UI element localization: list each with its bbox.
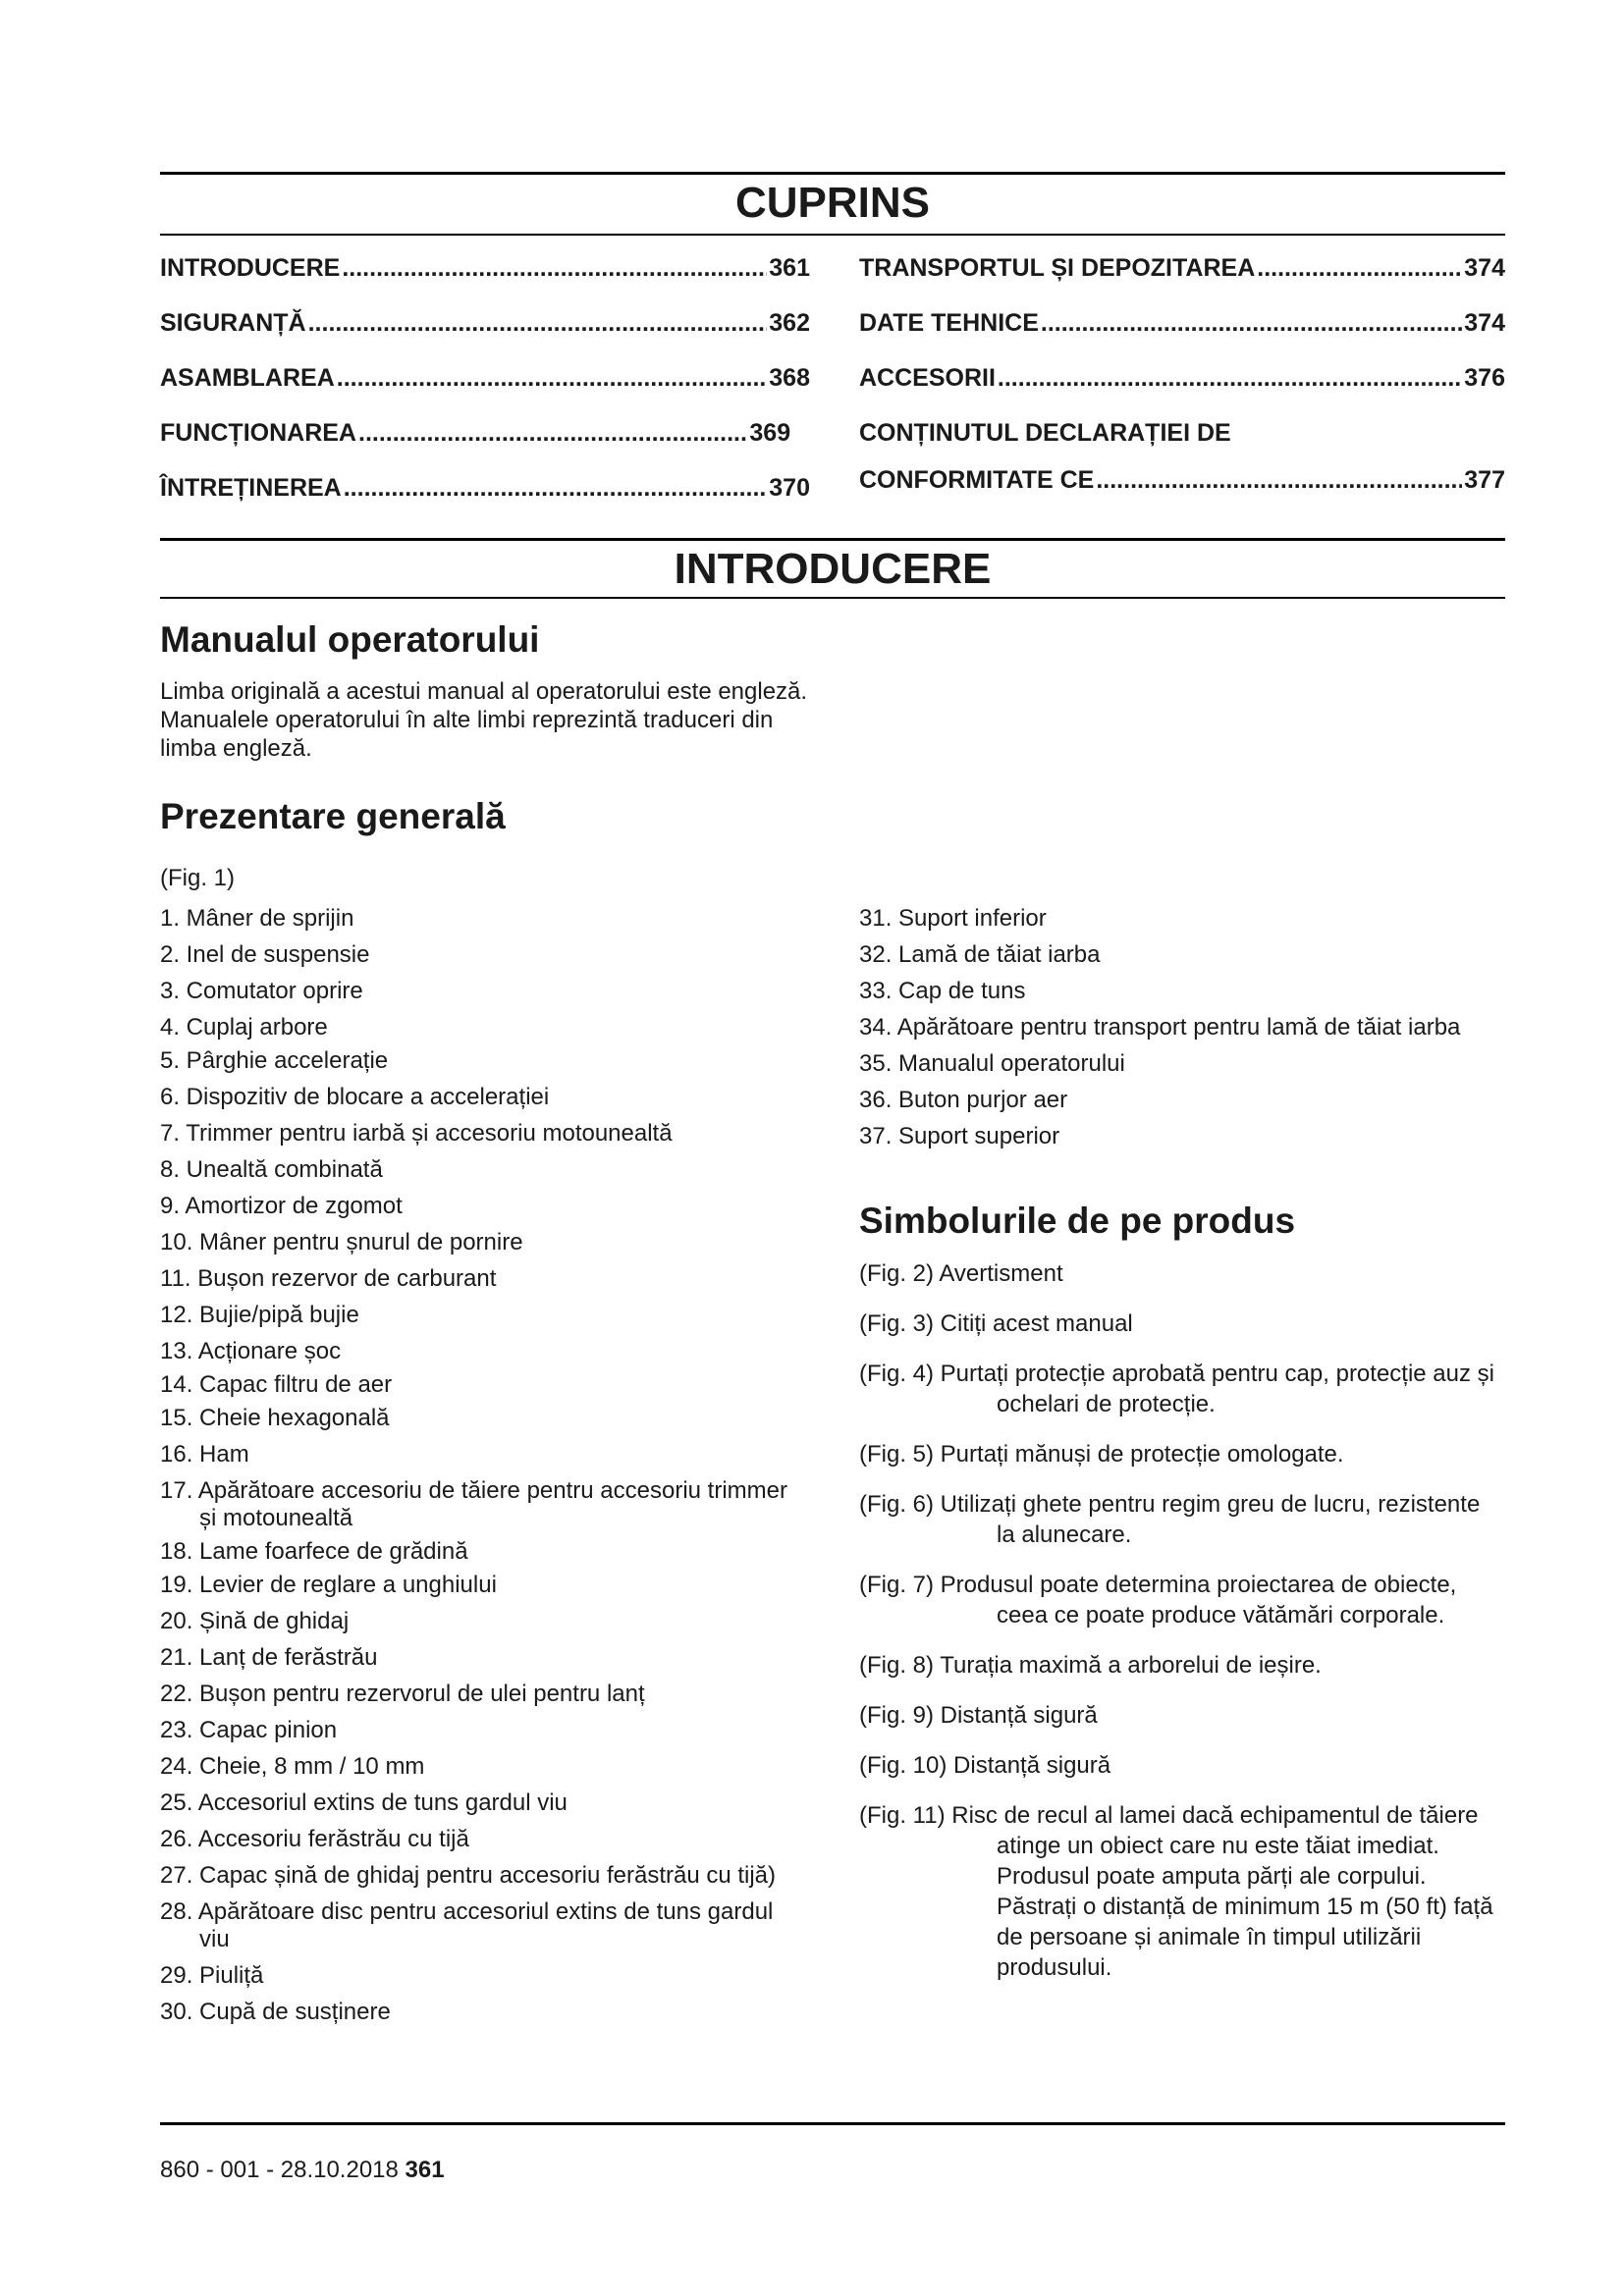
list-item: 31. Suport inferior xyxy=(859,905,1047,932)
list-item: 21. Lanț de ferăstrău xyxy=(160,1644,378,1671)
symbol-item: (Fig. 10) Distanță sigură xyxy=(859,1752,1111,1779)
list-item: 4. Cuplaj arbore xyxy=(160,1014,328,1041)
manual-text: Limba originală a acestui manual al operatorului este engleză. Manualele operatorului în alte limbi reprezintă traduceri din limba engleză. xyxy=(160,678,808,762)
symbol-item: (Fig. 3) Citiți acest manual xyxy=(859,1310,1133,1337)
list-item: 10. Mâner pentru șnurul de pornire xyxy=(160,1229,523,1255)
list-item: 27. Capac șină de ghidaj pentru accesoriu ferăstrău cu tijă) xyxy=(160,1862,777,1889)
top-rule xyxy=(160,172,1505,175)
footer-code: 860 - 001 - 28.10.2018 xyxy=(160,2157,399,2183)
parts-list-right xyxy=(859,905,1497,1150)
list-item: 9. Amortizor de zgomot xyxy=(160,1193,403,1219)
toc-entry-accesorii[interactable]: ACCESORII ..... 376 xyxy=(859,363,1505,393)
list-item: 19. Levier de reglare a unghiului xyxy=(160,1572,497,1598)
list-item: 13. Acționare șoc xyxy=(160,1338,342,1364)
intro-top-rule xyxy=(160,538,1505,541)
list-item: 34. Apărătoare pentru transport pentru lamă de tăiat iarba xyxy=(859,1014,1461,1041)
list-item: 12. Bujie/pipă bujie xyxy=(160,1302,359,1328)
list-item: 1. Mâner de sprijin xyxy=(160,905,354,932)
list-item: 24. Cheie, 8 mm / 10 mm xyxy=(160,1753,425,1780)
footer-rule xyxy=(160,2122,1505,2125)
list-item: 3. Comutator oprire xyxy=(160,978,363,1004)
toc-entry-introducere[interactable]: INTRODUCERE ..... 361 xyxy=(160,253,810,283)
list-item: 23. Capac pinion xyxy=(160,1717,338,1743)
toc-title-rule xyxy=(160,234,1505,236)
list-item: 14. Capac filtru de aer xyxy=(160,1371,393,1398)
symbol-item: (Fig. 2) Avertisment xyxy=(859,1260,1063,1287)
list-item: 17. Apărătoare accesoriu de tăiere pentru accesoriu trimmer și motounealtă xyxy=(160,1477,787,1531)
list-item: 11. Bușon rezervor de carburant xyxy=(160,1265,497,1292)
toc-declaratie-line1: CONȚINUTUL DECLARAȚIEI DE xyxy=(859,419,1231,447)
toc-entry-transportul[interactable]: TRANSPORTUL ȘI DEPOZITAREA ..... 374 xyxy=(859,253,1505,283)
symbol-item: (Fig. 4) Purtați protecție aprobată pentru cap, protecție auz și ochelari de protecție. xyxy=(859,1361,1495,1417)
page-number: 361 xyxy=(405,2157,445,2183)
list-item: 30. Cupă de susținere xyxy=(160,1999,391,2025)
overview-heading: Prezentare generală xyxy=(160,796,506,836)
symbol-item: (Fig. 8) Turația maximă a arborelui de ieșire. xyxy=(859,1652,1322,1679)
intro-title-rule xyxy=(160,597,1505,599)
toc-entry-siguranta[interactable]: SIGURANȚĂ ..... 362 xyxy=(160,308,810,338)
toc-entry-functionarea[interactable]: FUNCȚIONAREA ..... 369 xyxy=(160,418,790,448)
list-item: 15. Cheie hexagonală xyxy=(160,1405,390,1431)
list-item: 20. Șină de ghidaj xyxy=(160,1608,350,1634)
symbols-list xyxy=(859,1258,1497,1983)
list-item: 7. Trimmer pentru iarbă și accesoriu motounealtă xyxy=(160,1120,673,1147)
symbol-item: (Fig. 5) Purtați mănuși de protecție omologate. xyxy=(859,1441,1344,1468)
list-item: 22. Bușon pentru rezervorul de ulei pentru lanț xyxy=(160,1681,645,1707)
list-item: 35. Manualul operatorului xyxy=(859,1050,1125,1077)
symbol-item: (Fig. 11) Risc de recul al lamei dacă echipamentul de tăiere atinge un obiect care nu este tăiat imediat. Produsul poate amputa părți ale corpului. Păstrați o distanță de minimum 15 m (50 ft) față de persoane și animale în timpul utilizării produsului. xyxy=(859,1802,1493,1981)
list-item: 37. Suport superior xyxy=(859,1123,1060,1149)
toc-declaratie-line2: CONFORMITATE CE ..... 377 xyxy=(859,465,1505,495)
list-item: 2. Inel de suspensie xyxy=(160,941,370,968)
toc-entry-intretinerea[interactable]: ÎNTREȚINEREA ..... 370 xyxy=(160,473,810,503)
intro-title: INTRODUCERE xyxy=(674,545,992,593)
list-item: 5. Pârghie accelerație xyxy=(160,1047,389,1074)
list-item: 33. Cap de tuns xyxy=(859,978,1026,1004)
parts-list-left xyxy=(160,905,808,2026)
list-item: 26. Accesoriu ferăstrău cu tijă xyxy=(160,1826,469,1852)
toc-entry-declaratie[interactable] xyxy=(859,418,1505,495)
symbol-item: (Fig. 9) Distanță sigură xyxy=(859,1702,1098,1729)
list-item: 8. Unealtă combinată xyxy=(160,1156,383,1183)
list-item: 29. Piuliță xyxy=(160,1962,264,1989)
symbol-item: (Fig. 6) Utilizați ghete pentru regim greu de lucru, rezistente la alunecare. xyxy=(859,1491,1481,1548)
manual-heading: Manualul operatorului xyxy=(160,619,540,660)
symbol-item: (Fig. 7) Produsul poate determina proiectarea de obiecte, ceea ce poate produce vătămări corporale. xyxy=(859,1572,1457,1629)
list-item: 32. Lamă de tăiat iarba xyxy=(859,941,1101,968)
toc-title: CUPRINS xyxy=(734,179,931,227)
page-footer xyxy=(160,2156,445,2185)
list-item: 16. Ham xyxy=(160,1441,249,1468)
list-item: 6. Dispozitiv de blocare a accelerației xyxy=(160,1084,550,1110)
list-item: 28. Apărătoare disc pentru accesoriul extins de tuns gardul viu xyxy=(160,1898,774,1952)
fig-reference: (Fig. 1) xyxy=(160,865,236,891)
toc-entry-date-tehnice[interactable]: DATE TEHNICE ..... 374 xyxy=(859,308,1505,338)
list-item: 25. Accesoriul extins de tuns gardul viu xyxy=(160,1789,568,1816)
toc-entry-asamblarea[interactable]: ASAMBLAREA ..... 368 xyxy=(160,363,810,393)
list-item: 18. Lame foarfece de grădină xyxy=(160,1538,468,1565)
list-item: 36. Buton purjor aer xyxy=(859,1087,1068,1113)
symbols-heading: Simbolurile de pe produs xyxy=(859,1201,1296,1241)
